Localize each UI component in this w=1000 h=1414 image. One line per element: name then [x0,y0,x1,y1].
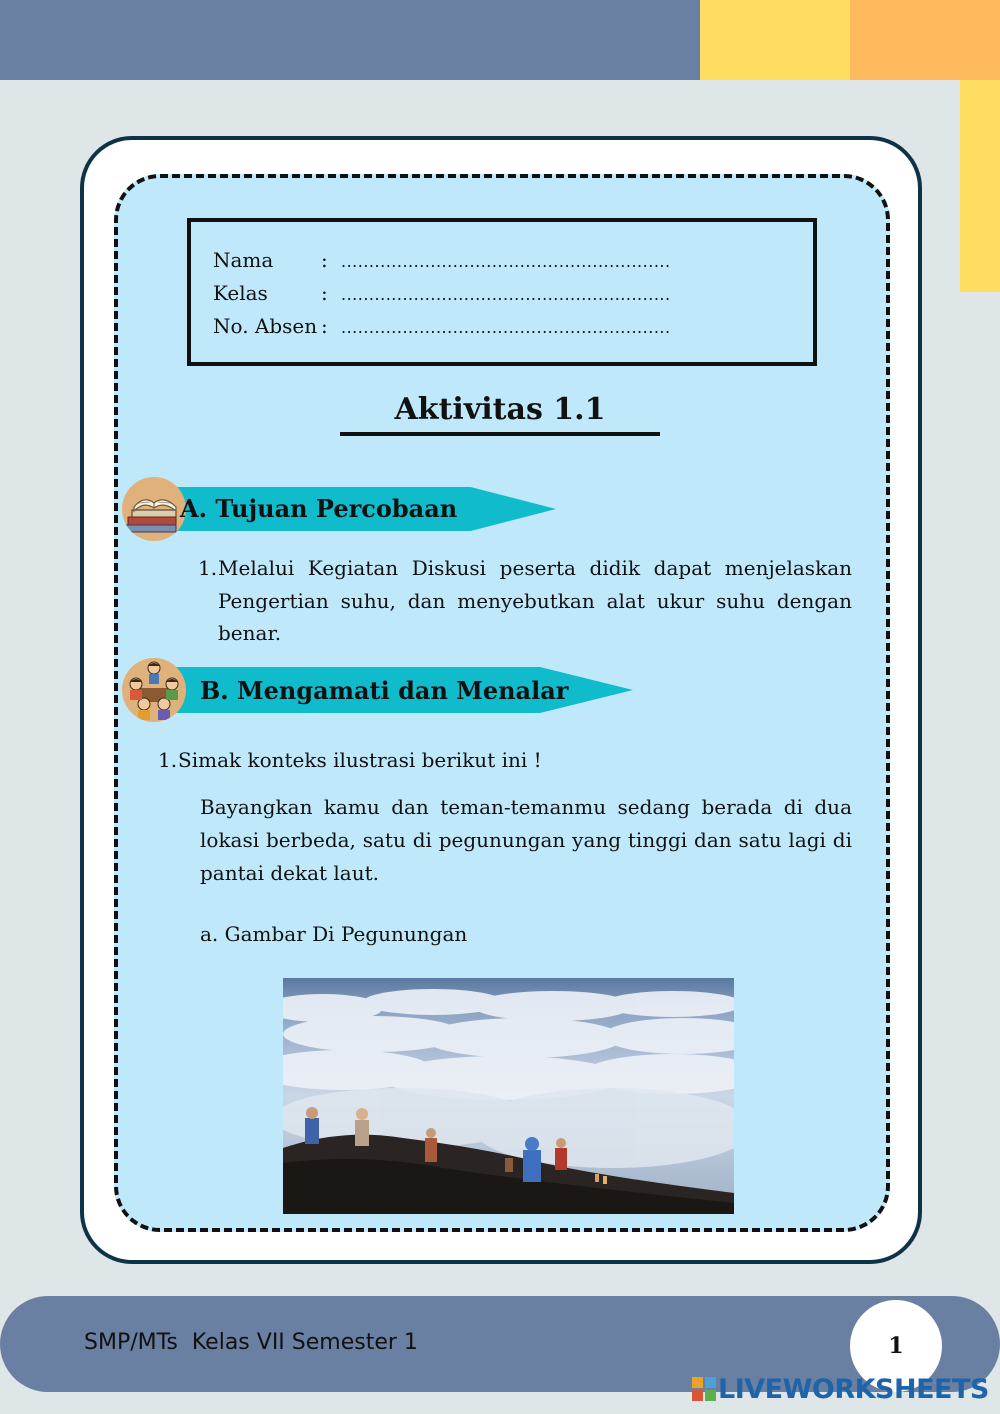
objective-text: Melalui Kegiatan Diskusi peserta didik dapat menjelaskan Pengertian suhu, dan menyebutkan alat ukur suhu dengan benar. [218,556,852,645]
mountain-photo [283,978,734,1214]
header-yellow-block [700,0,850,80]
number-field[interactable]: ........................................................... [341,318,671,337]
student-identity-box [187,218,817,366]
section-b-heading: B. Mengamati dan Menalar [200,676,569,705]
number-label: No. Absen [213,314,318,338]
liveworksheets-logo-icon [692,1377,716,1401]
class-colon: : [321,281,328,305]
observation-text: Simak konteks ilustrasi berikut ini ! [178,748,542,772]
image-caption: a. Gambar Di Pegunungan [200,922,468,946]
section-a-heading: A. Tujuan Percobaan [180,494,458,523]
footer-text: SMP/MTs Kelas VII Semester 1 [84,1330,418,1355]
observation-item [158,744,658,777]
class-label: Kelas [213,281,268,305]
identity-row-class [213,281,671,305]
objective-item [198,552,852,650]
book-stack-icon [122,477,186,541]
context-paragraph: Bayangkan kamu dan teman-temanmu sedang berada di dua lokasi berbeda, satu di pegunungan yang tinggi dan satu lagi di pantai dekat laut. [200,795,852,885]
name-colon: : [321,248,328,272]
watermark-text: LIVEWORKSHEETS [718,1374,989,1405]
page-number: 1 [850,1300,942,1392]
objective-number: 1. [198,556,218,580]
identity-row-number [213,314,671,338]
header-orange-block [850,0,1000,80]
name-label: Nama [213,248,274,272]
students-discussion-icon [122,658,186,722]
title-underline [340,432,660,436]
number-colon: : [321,314,328,338]
observation-number: 1. [158,748,178,772]
activity-title: Aktivitas 1.1 [394,392,606,427]
side-yellow-strip [960,80,1000,292]
name-field[interactable]: ........................................................... [341,252,671,271]
identity-row-name [213,248,671,272]
header-band [0,0,700,80]
class-field[interactable]: ........................................................... [341,285,671,304]
